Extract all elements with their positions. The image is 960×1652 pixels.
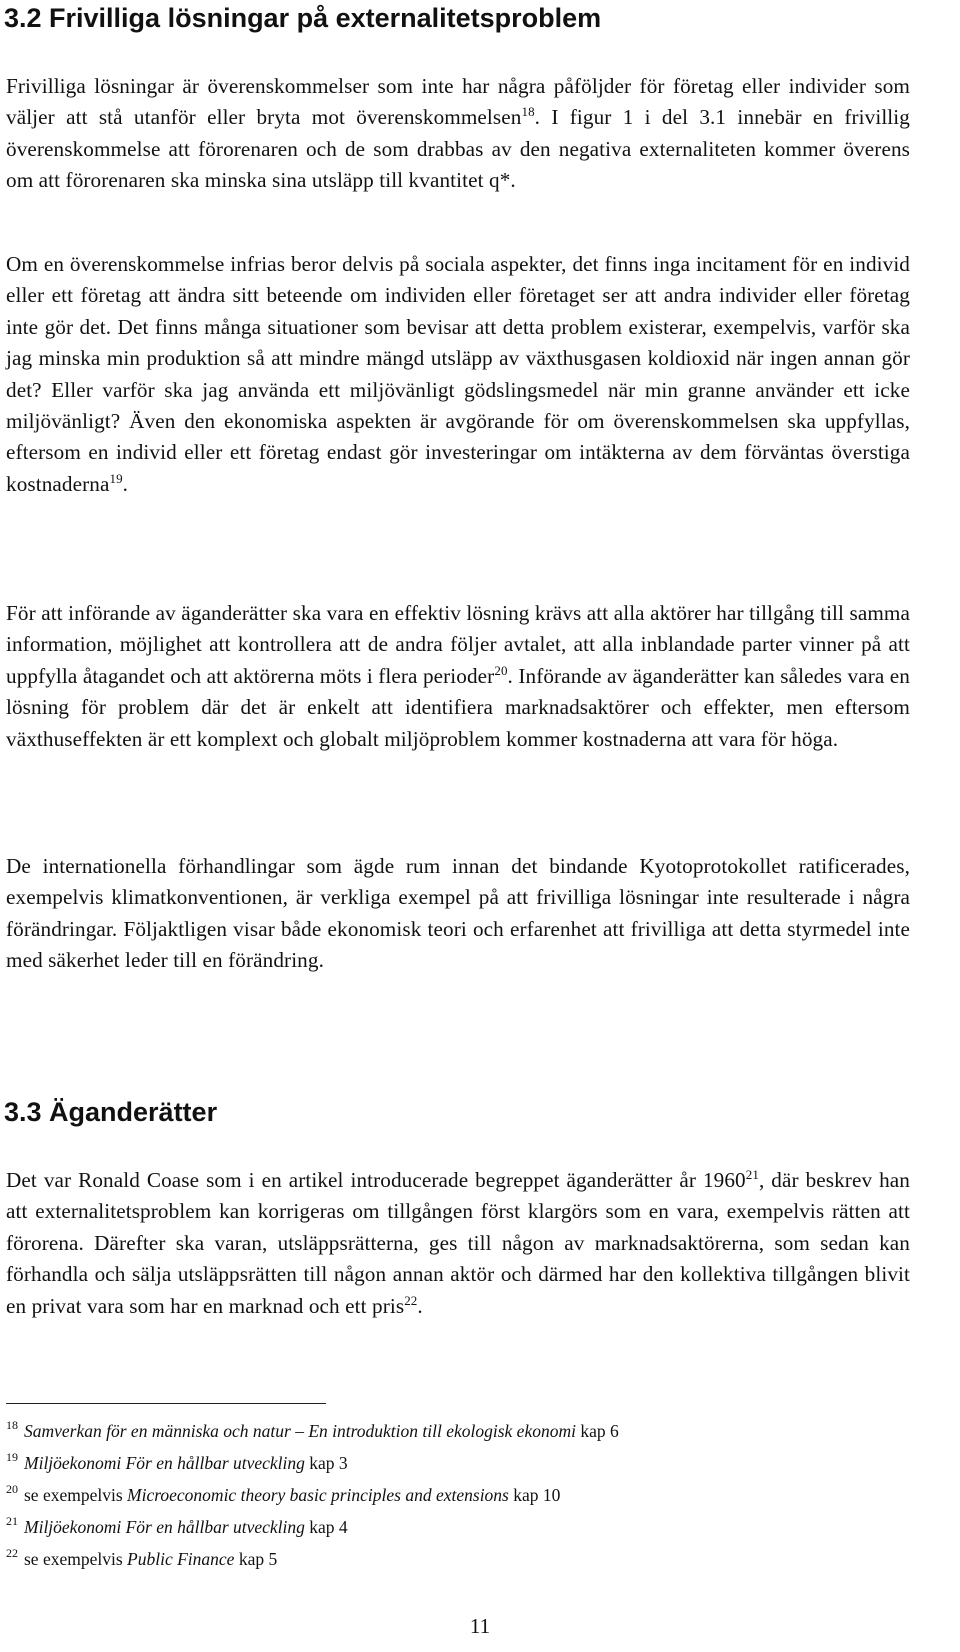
footnote: 21 Miljöekonomi För en hållbar utveckling kap 4 — [6, 1514, 348, 1537]
page-number: 11 — [469, 1614, 491, 1638]
footnote: 20 se exempelvis Microeconomic theory basic principles and extensions kap 10 — [6, 1482, 561, 1505]
footnote: 19 Miljöekonomi För en hållbar utveckling kap 3 — [6, 1450, 348, 1473]
paragraph: För att införande av äganderätter ska vara en effektiv lösning krävs att alla aktörer har tillgång till samma information, möjlighet att kontrollera att de andra följer avtalet, att alla inblandade parter vinner på att uppfylla åtagandet och att aktörerna möts i flera perioder$^{20}$. Införande av äganderätter kan således vara en lösning för problem där det är enkelt att identifiera marknadsaktörer och effekter, men eftersom växthuseffekten är ett komplext och globalt miljöproblem kommer kostnaderna att vara för höga. — [6, 601, 911, 751]
section-heading-3-3: 3.3 Äganderätter — [4, 1097, 218, 1127]
paragraph: Om en överenskommelse infrias beror delvis på sociala aspekter, det finns inga incitament för en individ eller ett företag att ändra sitt beteende om individen eller företaget ser att andra individer eller företag inte gör det. Det finns många situationer som bevisar att detta problem existerar, exempelvis, varför ska jag minska min produktion så att mindre mängd utsläpp av växthusgasen koldioxid när ingen annan gör det? Eller varför ska jag använda ett miljövänligt gödslingsmedel när min granne använder ett icke miljövänligt? Även den ekonomiska aspekten är avgörande för om överenskommelsen ska uppfyllas, eftersom en individ eller ett företag endast gör investeringar om intäkterna av dem förväntas överstiga kostnaderna$^{19}$. — [6, 252, 910, 496]
footnotes — [6, 1412, 906, 1572]
footnote: 18 Samverkan för en människa och natur – En introduktion till ekologisk ekonomi kap 6 — [6, 1418, 619, 1441]
paragraph: De internationella förhandlingar som ägde rum innan det bindande Kyotoprotokollet ratificerades, exempelvis klimatkonventionen, är verkliga exempel på att frivilliga lösningar inte resulterade i några förändringar. Följaktligen visar både ekonomisk teori och erfarenhet att frivilliga att detta styrmedel inte med säkerhet leder till en förändring. — [6, 854, 910, 973]
footnote-ref[interactable]: 20 — [494, 662, 508, 678]
footnote: 22 se exempelvis Public Finance kap 5 — [6, 1546, 278, 1569]
footnote-ref[interactable]: 22 — [404, 1292, 418, 1308]
footnote-ref[interactable]: 21 — [745, 1167, 759, 1182]
paragraph: Det var Ronald Coase som i en artikel introducerade begreppet äganderätter år 1960$^{21}$, där beskrev han att externalitetsproblem kan korrigeras om tillgången först klargörs som en vara, exempelvis rätten att förorena. Därefter ska varan, utsläppsrätterna, ges till någon av marknadsaktörerna, som sedan kan förhandla och sälja utsläppsrätten till någon annan aktör och därmed har den kollektiva tillgången blivit en privat vara som har en marknad och ett pris$^{22}$. — [6, 1167, 910, 1318]
footnote-divider — [6, 1403, 326, 1404]
paragraph: Frivilliga lösningar är överenskommelser som inte har några påföljder för företag eller individer som väljer att stå utanför eller bryta mot överenskommelsen$^{18}$. I figur 1 i del 3.1 innebär en frivillig överenskommelse att förorenaren och de som drabbas av den negativa externaliteten kommer överens om att förorenaren ska minska sina utsläpp till kvantitet q*. — [6, 74, 910, 193]
section-heading-3-2: 3.2 Frivilliga lösningar på externalitetsproblem — [4, 3, 602, 33]
footnote-ref[interactable]: 19 — [109, 470, 123, 486]
footnote-ref[interactable]: 18 — [521, 104, 535, 120]
